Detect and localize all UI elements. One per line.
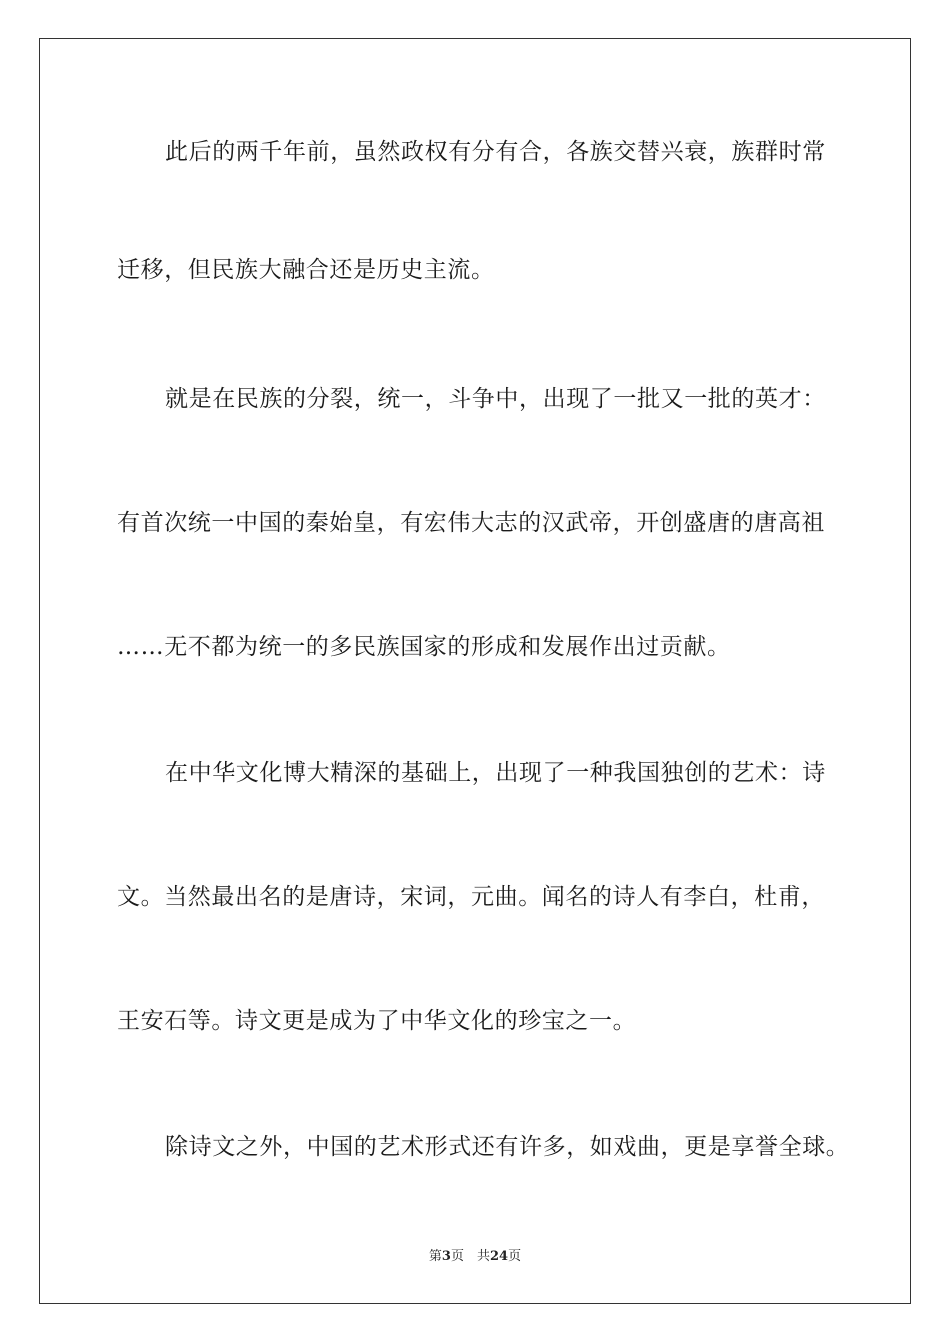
paragraph-3-line-2: 文。当然最出名的是唐诗，宋词，元曲。闻名的诗人有李白，杜甫， — [117, 884, 825, 910]
paragraph-3-line-1: 在中华文化博大精深的基础上，出现了一种我国独创的艺术：诗 — [165, 760, 826, 786]
paragraph-3-line-3: 王安石等。诗文更是成为了中华文化的珍宝之一。 — [117, 1008, 637, 1034]
paragraph-4-line-1: 除诗文之外，中国的艺术形式还有许多，如戏曲，更是享誉全球。 — [165, 1134, 850, 1160]
page-number-footer — [0, 1245, 950, 1264]
paragraph-1-line-1: 此后的两千年前，虽然政权有分有合，各族交替兴衰，族群时常 — [165, 139, 826, 165]
paragraph-1-line-2: 迁移，但民族大融合还是历史主流。 — [117, 257, 495, 283]
page-mid: 页 共 — [450, 1249, 490, 1264]
paragraph-2-line-2: 有首次统一中国的秦始皇，有宏伟大志的汉武帝，开创盛唐的唐高祖 — [117, 510, 825, 536]
page-prefix: 第 — [428, 1249, 442, 1264]
paragraph-2-line-3: ……无不都为统一的多民族国家的形成和发展作出过贡献。 — [117, 634, 731, 660]
total-page-number: 24 — [489, 1249, 509, 1264]
paragraph-2-line-1: 就是在民族的分裂，统一，斗争中，出现了一批又一批的英才： — [165, 386, 826, 412]
page-suffix: 页 — [508, 1249, 522, 1264]
page-frame — [39, 38, 911, 1304]
current-page-number: 3 — [441, 1249, 451, 1264]
